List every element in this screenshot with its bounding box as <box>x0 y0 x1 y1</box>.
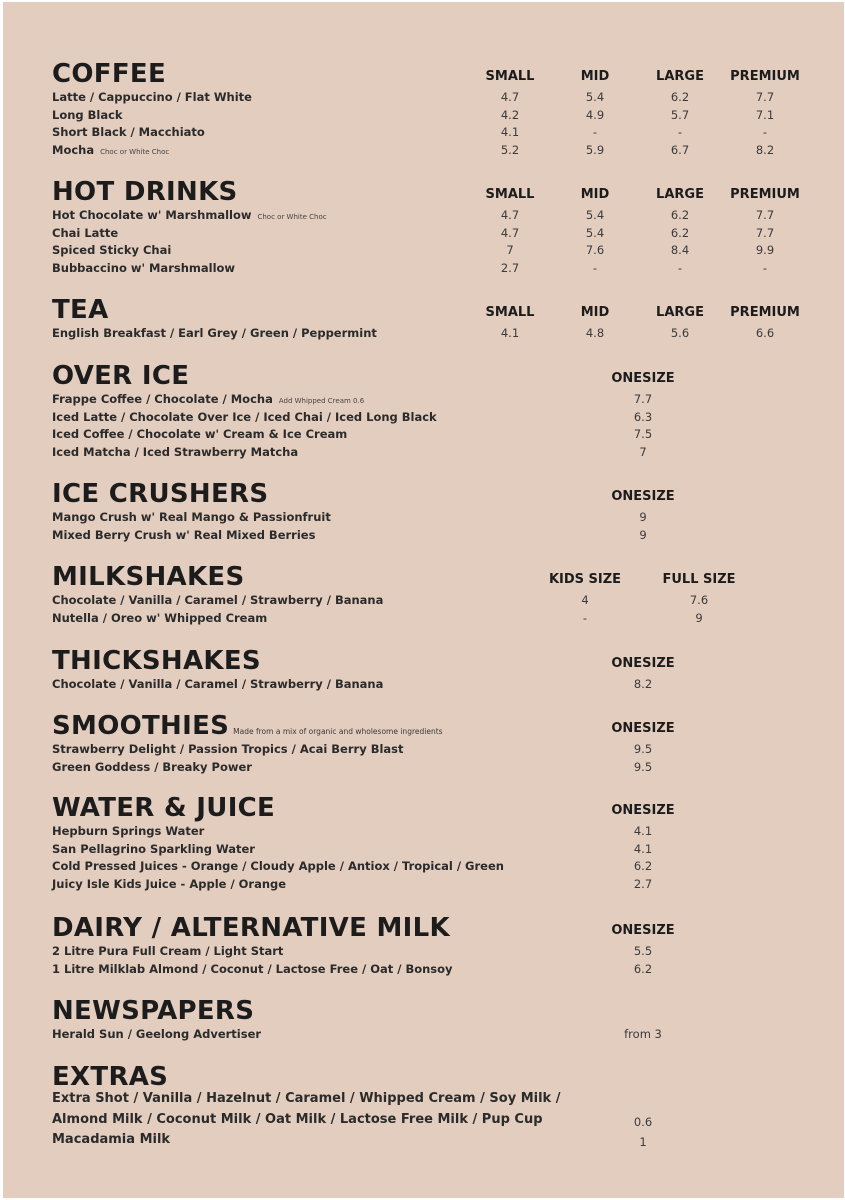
menu-item-price: 4.1 <box>633 841 653 856</box>
menu-item <box>52 962 453 976</box>
menu-item-name: Green Goddess / Breaky Power <box>52 759 252 774</box>
menu-item <box>52 445 298 459</box>
size-header: MID <box>580 305 610 320</box>
menu-item-price: 7 <box>639 444 647 459</box>
menu-item-price: 6.3 <box>633 409 653 424</box>
menu-item-name: Almond Milk / Coconut Milk / Oat Milk / Lactose Free Milk / Pup Cup <box>52 1111 543 1127</box>
menu-item-price: 6.6 <box>755 326 775 340</box>
menu-item-name: Strawberry Delight / Passion Tropics / Acai Berry Blast <box>52 742 404 756</box>
menu-item-price: 4.9 <box>585 107 605 122</box>
menu-item <box>52 824 204 838</box>
menu-item <box>52 261 235 275</box>
section-title <box>52 712 443 746</box>
menu-item-price: 5.9 <box>585 142 605 157</box>
menu-item-name: Cold Pressed Juices - Orange / Cloudy Apple / Antiox / Tropical / Green <box>52 859 504 873</box>
menu-item-price: 4.1 <box>500 125 520 139</box>
menu-item-name: Iced Matcha / Iced Strawberry Matcha <box>52 444 299 459</box>
section-title <box>52 1063 168 1091</box>
menu-item-price: 5.4 <box>585 208 605 222</box>
section-title-text: OVER ICE <box>52 361 190 391</box>
size-header: SMALL <box>485 187 535 202</box>
menu-item <box>52 243 171 257</box>
menu-item-name: Hepburn Springs Water <box>52 824 205 838</box>
menu-item-price: 2.7 <box>633 876 653 891</box>
menu-item-price: 7.7 <box>755 208 775 222</box>
menu-item-price: 7.6 <box>585 243 605 257</box>
size-header: ONESIZE <box>611 721 675 736</box>
size-header: FULL SIZE <box>662 572 736 587</box>
menu-page <box>3 2 844 1198</box>
menu-item-price: - <box>592 125 598 139</box>
menu-item-name: Spiced Sticky Chai <box>52 243 172 257</box>
menu-item-name: Iced Latte / Chocolate Over Ice / Iced Chai / Iced Long Black <box>52 409 437 424</box>
menu-item <box>52 427 347 441</box>
menu-item-name: Mango Crush w' Real Mango & Passionfruit <box>52 510 331 524</box>
menu-item-price: 4.1 <box>500 326 520 340</box>
menu-item <box>52 392 364 408</box>
section-title <box>52 794 275 822</box>
section-title-text: EXTRAS <box>52 1062 169 1092</box>
menu-item-price: 4.8 <box>585 326 605 340</box>
section-title <box>52 362 189 390</box>
menu-item-price: 9.9 <box>755 243 775 257</box>
menu-item <box>52 1091 560 1107</box>
menu-item <box>52 1132 170 1148</box>
menu-item-name: Chai Latte <box>52 225 119 240</box>
menu-item-price: - <box>582 610 588 625</box>
menu-item-price: 7 <box>506 243 514 257</box>
menu-item-note: Choc or White Choc <box>100 147 170 156</box>
menu-item-name: 2 Litre Pura Full Cream / Light Start <box>52 944 284 958</box>
menu-item-name: Long Black <box>52 107 123 122</box>
size-header: SMALL <box>485 69 535 84</box>
section-title <box>52 563 245 591</box>
menu-item-price: 7.7 <box>633 392 653 406</box>
menu-item-price: - <box>762 260 768 275</box>
menu-item <box>52 677 383 691</box>
section-title <box>52 60 166 88</box>
menu-item-price: 5.4 <box>585 225 605 240</box>
menu-item-name: Latte / Cappuccino / Flat White <box>52 90 252 104</box>
size-header: SMALL <box>485 305 535 320</box>
menu-item-name: Hot Chocolate w' Marshmallow <box>52 208 252 222</box>
size-header: ONESIZE <box>611 803 675 818</box>
section-title <box>52 914 450 942</box>
section-title-text: WATER & JUICE <box>52 793 276 823</box>
menu-item-price: 5.4 <box>585 90 605 104</box>
menu-item-price: 9 <box>639 510 647 524</box>
section-title-text: THICKSHAKES <box>52 646 261 676</box>
menu-item <box>52 1027 261 1041</box>
menu-item <box>52 410 437 424</box>
menu-item-price: - <box>677 260 683 275</box>
size-header: PREMIUM <box>730 69 800 84</box>
menu-item-name: 1 Litre Milklab Almond / Coconut / Lactose Free / Oat / Bonsoy <box>52 961 453 976</box>
size-header: KIDS SIZE <box>548 572 622 587</box>
menu-item <box>52 742 404 756</box>
menu-item-price: 8.2 <box>755 142 775 157</box>
menu-item <box>52 859 504 873</box>
section-title-text: COFFEE <box>52 59 167 89</box>
menu-item-price: 4.7 <box>500 225 520 240</box>
menu-item-price: 4.2 <box>500 107 520 122</box>
menu-item <box>52 125 205 139</box>
menu-item-price: from 3 <box>624 1027 662 1041</box>
menu-item-price: 6.2 <box>670 208 690 222</box>
menu-item-price: 1 <box>639 1135 647 1149</box>
menu-item-name: Nutella / Oreo w' Whipped Cream <box>52 610 268 625</box>
menu-item-price: 7.6 <box>689 593 709 607</box>
section-title <box>52 480 268 508</box>
menu-item-note: Add Whipped Cream 0.6 <box>278 397 365 405</box>
menu-item-price: 9.5 <box>633 759 653 774</box>
menu-item-name: Herald Sun / Geelong Advertiser <box>52 1027 262 1041</box>
section-title <box>52 178 238 206</box>
menu-item-price: 6.2 <box>633 859 653 873</box>
menu-item-name: Mocha <box>52 142 95 157</box>
size-header: ONESIZE <box>611 923 675 938</box>
menu-item-price: 7.7 <box>755 225 775 240</box>
size-header: LARGE <box>656 187 704 202</box>
menu-item-name: Bubbaccino w' Marshmallow <box>52 260 236 275</box>
size-header: PREMIUM <box>730 187 800 202</box>
menu-item-price: 4.1 <box>633 824 653 838</box>
section-title-text: HOT DRINKS <box>52 177 238 207</box>
menu-item-price: 0.6 <box>633 1114 653 1129</box>
menu-item-name: San Pellagrino Sparkling Water <box>52 841 255 856</box>
section-title <box>52 296 109 324</box>
size-header: LARGE <box>656 69 704 84</box>
menu-item-price: 8.4 <box>670 243 690 257</box>
menu-item-name: Extra Shot / Vanilla / Hazelnut / Caramel / Whipped Cream / Soy Milk / <box>52 1091 561 1106</box>
menu-item <box>52 108 123 122</box>
menu-item-price: 5.6 <box>670 326 690 340</box>
menu-item-note: Choc or White Choc <box>257 213 327 221</box>
section-title-text: DAIRY / ALTERNATIVE MILK <box>52 913 450 943</box>
menu-item <box>52 226 118 240</box>
menu-item-name: Mixed Berry Crush w' Real Mixed Berries <box>52 527 316 542</box>
size-header: ONESIZE <box>611 656 675 671</box>
menu-item-price: 6.2 <box>670 225 690 240</box>
menu-item <box>52 528 315 542</box>
menu-item-price: 5.2 <box>500 142 520 157</box>
menu-item <box>52 90 252 104</box>
menu-item-name: Short Black / Macchiato <box>52 125 205 139</box>
menu-item-price: 5.7 <box>670 107 690 122</box>
size-header: MID <box>580 69 610 84</box>
menu-item-name: Chocolate / Vanilla / Caramel / Strawberry / Banana <box>52 677 384 691</box>
menu-item <box>52 1112 543 1128</box>
section-title-text: NEWSPAPERS <box>52 996 255 1026</box>
menu-item-name: Juicy Isle Kids Juice - Apple / Orange <box>52 876 287 891</box>
size-header: ONESIZE <box>611 371 675 386</box>
menu-item <box>52 510 331 524</box>
section-title-text: SMOOTHIES <box>52 711 230 741</box>
menu-item-price: 9 <box>695 610 703 625</box>
menu-item <box>52 143 169 159</box>
menu-item-price: 6.2 <box>633 961 653 976</box>
menu-item-price: 4.7 <box>500 208 520 222</box>
menu-item-name: Macadamia Milk <box>52 1132 171 1147</box>
section-title <box>52 997 254 1025</box>
section-subtitle: Made from a mix of organic and wholesome ingredients <box>233 727 443 736</box>
menu-item-price: 5.5 <box>633 944 653 958</box>
menu-item-price: 6.7 <box>670 142 690 157</box>
menu-item <box>52 877 286 891</box>
menu-item <box>52 760 252 774</box>
size-header: PREMIUM <box>730 305 800 320</box>
menu-item-name: Iced Coffee / Chocolate w' Cream & Ice Cream <box>52 427 348 441</box>
menu-item <box>52 611 267 625</box>
menu-item-price: 7.1 <box>755 107 775 122</box>
menu-item-price: 8.2 <box>633 677 653 691</box>
menu-item-name: English Breakfast / Earl Grey / Green / Peppermint <box>52 326 377 340</box>
menu-item-price: 7.5 <box>633 427 653 441</box>
menu-item-price: 2.7 <box>500 260 520 275</box>
menu-item-price: - <box>677 125 683 139</box>
section-title <box>52 647 261 675</box>
menu-item <box>52 944 283 958</box>
menu-item <box>52 842 255 856</box>
menu-item-price: - <box>762 125 768 139</box>
section-title-text: ICE CRUSHERS <box>52 479 269 509</box>
menu-item-price: 9.5 <box>633 742 653 756</box>
menu-item-price: 4 <box>581 593 589 607</box>
menu-item-name: Chocolate / Vanilla / Caramel / Strawberry / Banana <box>52 593 384 607</box>
menu-item <box>52 208 327 224</box>
menu-item-price: 9 <box>639 527 647 542</box>
menu-item-name: Frappe Coffee / Chocolate / Mocha <box>52 392 273 406</box>
menu-item <box>52 593 383 607</box>
size-header: ONESIZE <box>611 489 675 504</box>
menu-item-price: - <box>592 260 598 275</box>
section-title-text: MILKSHAKES <box>52 562 245 592</box>
menu-item <box>52 326 377 340</box>
menu-item-price: 7.7 <box>755 90 775 104</box>
size-header: MID <box>580 187 610 202</box>
size-header: LARGE <box>656 305 704 320</box>
section-title-text: TEA <box>52 295 109 325</box>
menu-item-price: 6.2 <box>670 90 690 104</box>
menu-item-price: 4.7 <box>500 90 520 104</box>
